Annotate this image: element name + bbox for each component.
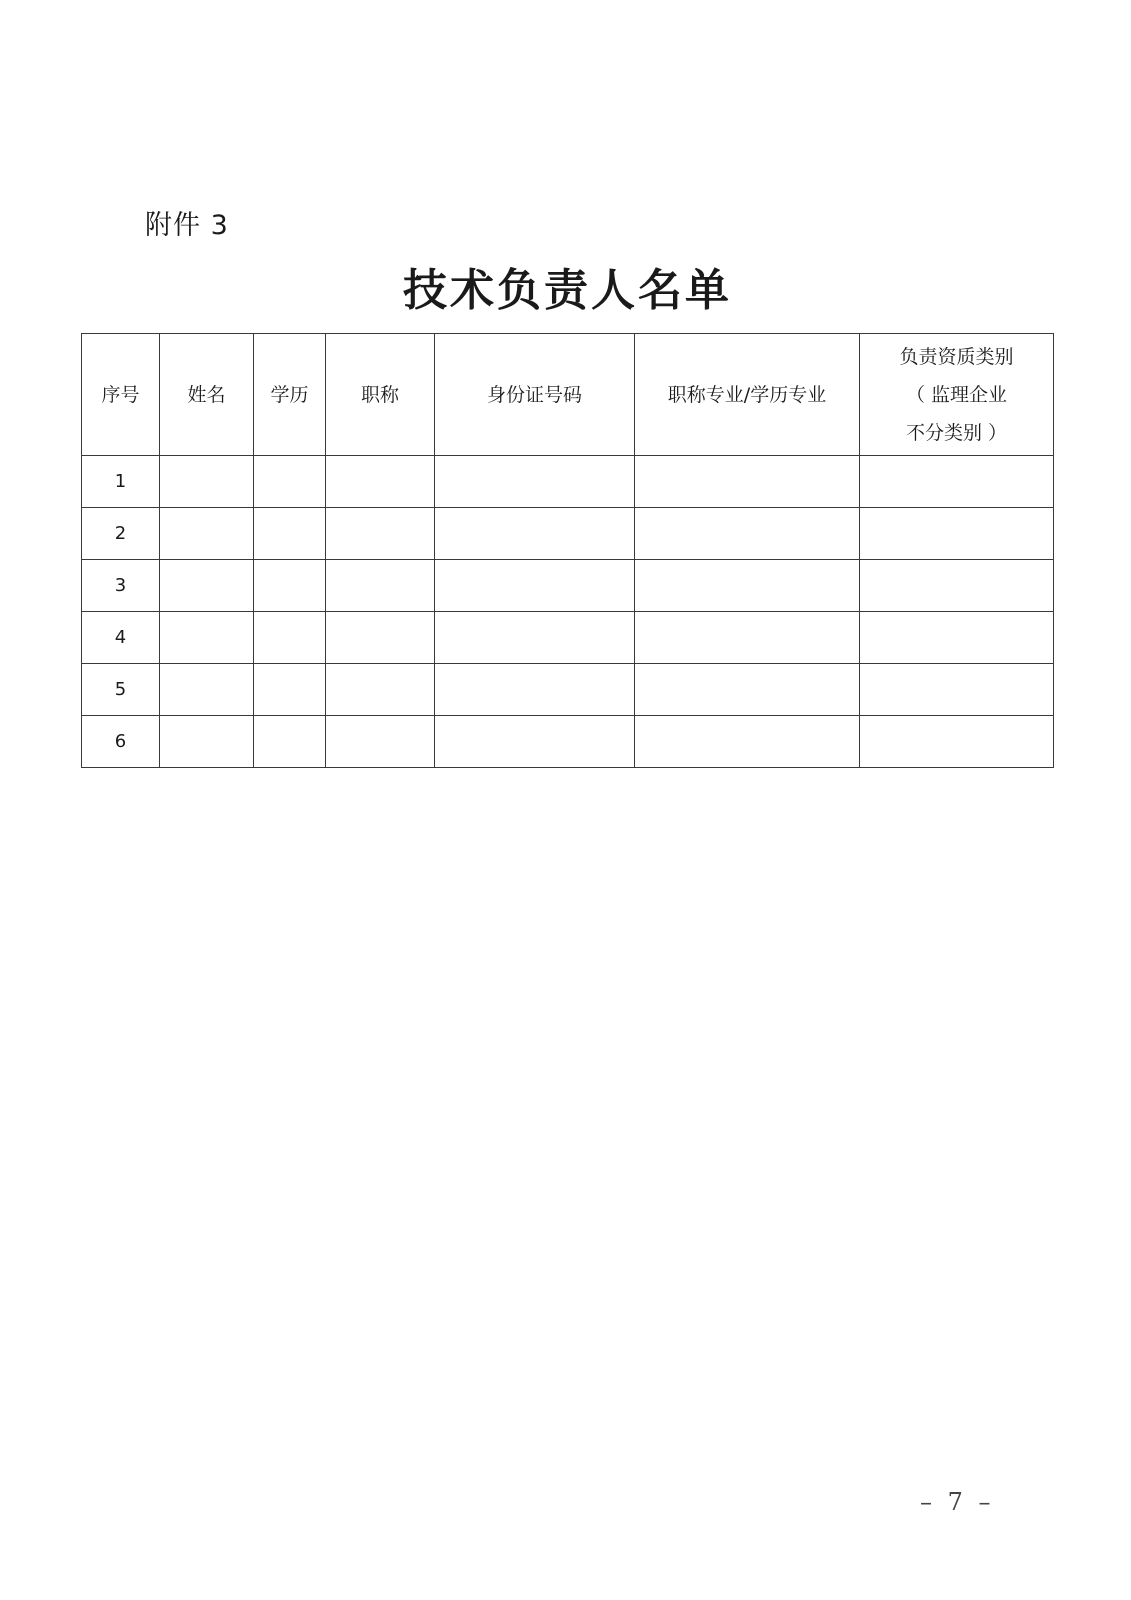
cell-name — [160, 664, 254, 716]
header-major: 职称专业/学历专业 — [635, 334, 860, 456]
row-seq: 2 — [82, 508, 160, 560]
cell-education — [254, 560, 326, 612]
table-row — [82, 560, 1054, 612]
cell-qualification-category — [860, 456, 1054, 508]
table-row — [82, 456, 1054, 508]
row-seq: 5 — [82, 664, 160, 716]
cell-id-number — [435, 456, 635, 508]
row-seq: 6 — [82, 716, 160, 768]
header-qualification-category — [860, 334, 1054, 456]
cell-id-number — [435, 664, 635, 716]
cell-name — [160, 456, 254, 508]
row-seq: 1 — [82, 456, 160, 508]
cell-professional-title — [326, 508, 435, 560]
cell-education — [254, 456, 326, 508]
cell-education — [254, 664, 326, 716]
cell-professional-title — [326, 716, 435, 768]
header-name: 姓名 — [160, 334, 254, 456]
header-category-line-2: （ 监理企业 — [905, 383, 1008, 406]
cell-education — [254, 716, 326, 768]
row-seq: 3 — [82, 560, 160, 612]
cell-major — [635, 508, 860, 560]
cell-name — [160, 612, 254, 664]
cell-name — [160, 716, 254, 768]
table-row — [82, 508, 1054, 560]
table-row — [82, 716, 1054, 768]
cell-id-number — [435, 612, 635, 664]
cell-professional-title — [326, 456, 435, 508]
table-header-row — [82, 334, 1054, 456]
cell-major — [635, 456, 860, 508]
header-category-line-3: 不分类别 ） — [905, 421, 1008, 444]
document-title: 技术负责人名单 — [403, 265, 732, 316]
header-id-number: 身份证号码 — [435, 334, 635, 456]
cell-qualification-category — [860, 560, 1054, 612]
cell-name — [160, 508, 254, 560]
cell-id-number — [435, 560, 635, 612]
cell-id-number — [435, 508, 635, 560]
cell-professional-title — [326, 560, 435, 612]
cell-qualification-category — [860, 716, 1054, 768]
attachment-label: 附件 3 — [145, 210, 229, 241]
cell-education — [254, 508, 326, 560]
page-number: – 7 – — [920, 1488, 995, 1516]
cell-qualification-category — [860, 664, 1054, 716]
cell-major — [635, 560, 860, 612]
header-seq: 序号 — [82, 334, 160, 456]
cell-qualification-category — [860, 508, 1054, 560]
technical-leader-table — [81, 333, 1054, 768]
header-education: 学历 — [254, 334, 326, 456]
cell-name — [160, 560, 254, 612]
table-row — [82, 612, 1054, 664]
header-professional-title: 职称 — [326, 334, 435, 456]
cell-id-number — [435, 716, 635, 768]
cell-major — [635, 612, 860, 664]
cell-qualification-category — [860, 612, 1054, 664]
table-row — [82, 664, 1054, 716]
cell-professional-title — [326, 664, 435, 716]
cell-education — [254, 612, 326, 664]
cell-major — [635, 664, 860, 716]
cell-professional-title — [326, 612, 435, 664]
cell-major — [635, 716, 860, 768]
header-category-line-1: 负责资质类别 — [899, 345, 1014, 368]
row-seq: 4 — [82, 612, 160, 664]
